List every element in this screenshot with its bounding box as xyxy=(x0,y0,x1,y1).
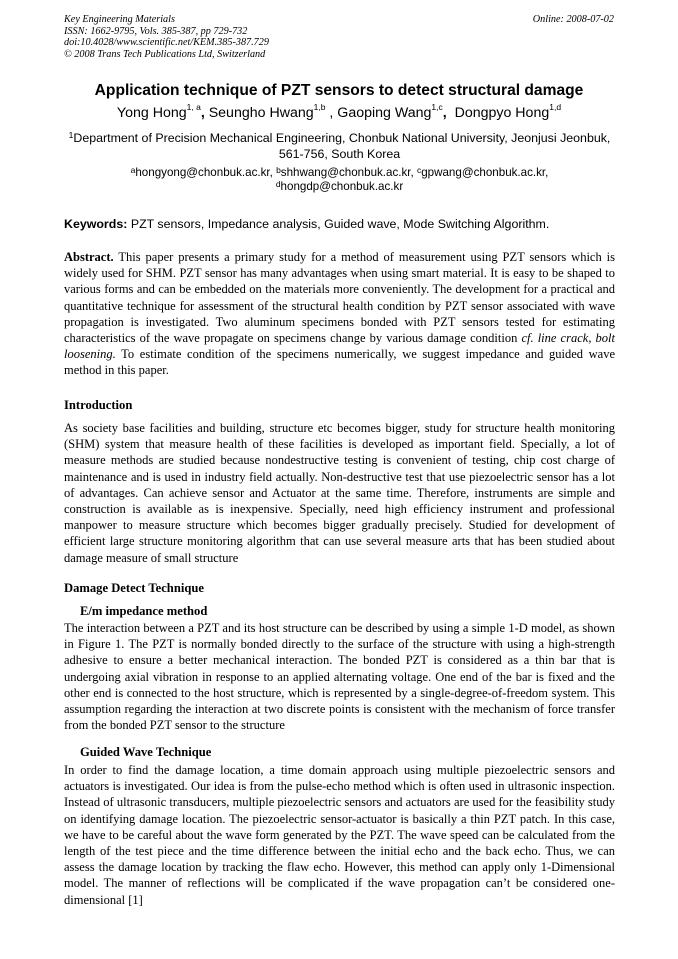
section-heading-damage-detect: Damage Detect Technique xyxy=(64,581,204,595)
affiliation: $^1$Department of Precision Mechanical Engineering, Chonbuk National University, Jeonjusi Jeonbuk, 561-756, South Korea xyxy=(68,130,611,161)
journal-name: Key Engineering Materials xyxy=(64,14,175,25)
subsection-heading-em-impedance: E/m impedance method xyxy=(80,604,208,618)
email-link[interactable]: hongdp@chonbuk.ac.kr xyxy=(280,180,404,194)
author: Gaoping Wang$^{1,c}$, xyxy=(337,102,455,121)
author-list xyxy=(0,102,678,121)
email-list: $^a$hongyong@chonbuk.ac.kr, $^b$shhwang@chonbuk.ac.kr, $^c$gpwang@chonbuk.ac.kr, $^d$hongdp@chonbuk.ac.kr xyxy=(130,165,549,194)
keywords xyxy=(64,217,615,231)
journal-header xyxy=(64,14,269,60)
introduction-text: As society base facilities and building, structure etc becomes bigger, study for structure health monitoring (SHM) system that measure health of these facilities is developed as important field. Specially, a lot of measure methods are studied because nondestructive testing is convenient of testing, chip cost charge of maintenance and is used in industry field actually. Non-destructive test that use piezoelectric sensor has a lot of advantages. Can achieve sensor and Actuator at the same time. Therefore, instruments are simple and construction is available as is inexpensive. Specially, need high efficiency instrument and professional manpower to measure structure which becomes bigger gradually precisely. Studied for development of efficient large structure monitoring algorithm that can use several measure arts that has been studied about damage measure of small structure xyxy=(64,421,615,565)
guided-wave-text: In order to find the damage location, a time domain approach using multiple piezoelectric sensors and actuators is investigated. Our idea is from the pulse-echo method which is often used in ultrasonic inspection. Instead of ultrasonic transducers, multiple piezoelectric sensors and actuators are used for the feasibility study on identifying damage location. The piezoelectric sensor-actuator is basically a thin PZT patch. In this case, we have to be careful about the wave form generated by the PZT. The wave speed can be calculated from the length of the test piece and the time difference between the initial echo and the back echo. Thus, we can assess the damage location by tracking the flaw echo. However, this method can apply only 1-Dimensional model. The manner of reflections will be complicated if the wave propagation can’t be considered one-dimensional [1] xyxy=(64,763,615,907)
author: Dongpyo Hong$^{1,d}$ xyxy=(454,102,562,121)
keywords-label: Keywords: xyxy=(64,217,128,231)
abstract: Abstract. This paper presents a primary study for a method of measurement using PZT sensors which is widely used for SHM. PZT sensor has many advantages when using smart material. It is easy to be shaped to various forms and can be embedded on the materials more conveniently. The development for a practical and quantitative technique for assessment of the structural health condition by PZT sensor associated with wave propagation is investigated. Two aluminum specimens bonded with PZT sensors tested for estimating characteristics of the wave propagate on specimens change by various damage condition cf. line crack, bolt loosening. To estimate condition of the specimens numerically, we suggest impedance and guided wave method in this paper. xyxy=(64,250,615,378)
em-impedance-text: The interaction between a PZT and its host structure can be described by using a simple 1-D model, as shown in Figure 1. The PZT is normally bonded directly to the surface of the structure with using a high-strength adhesive to ensure a better mechanical interaction. The bonded PZT is considered as a thin bar that is undergoing axial vibration in response to an applied alternating voltage. One end of the bar is fixed and the other end is connected to the host structure, which is represented by a single-degree-of-freedom system. This assumption regarding the interaction at two discrete points is consistent with the mechanism of force transfer from the bonded PZT sensor to the structure xyxy=(64,621,615,733)
copyright: © 2008 Trans Tech Publications Ltd, Switzerland xyxy=(64,48,266,60)
paper-title: Application technique of PZT sensors to detect structural damage xyxy=(94,82,584,99)
issn: ISSN: 1662-9795, Vols. 385-387, pp 729-732 xyxy=(64,25,248,37)
subsection-heading-guided-wave: Guided Wave Technique xyxy=(80,745,212,759)
author: Yong Hong$^{1, a}$, xyxy=(116,102,209,121)
section-heading-introduction: Introduction xyxy=(64,398,133,412)
email-link[interactable]: shhwang@chonbuk.ac.kr xyxy=(280,166,411,179)
abstract-label: Abstract. xyxy=(64,250,114,264)
keywords-text: PZT sensors, Impedance analysis, Guided wave, Mode Switching Algorithm. xyxy=(130,217,550,231)
email-link[interactable]: gpwang@chonbuk.ac.kr xyxy=(421,166,546,179)
email-link[interactable]: hongyong@chonbuk.ac.kr xyxy=(135,166,270,179)
online-date: Online: 2008-07-02 xyxy=(532,14,614,25)
doi: doi:10.4028/www.scientific.net/KEM.385-387.729 xyxy=(64,37,269,49)
author: Seungho Hwang$^{1,b}$ , xyxy=(208,102,338,121)
